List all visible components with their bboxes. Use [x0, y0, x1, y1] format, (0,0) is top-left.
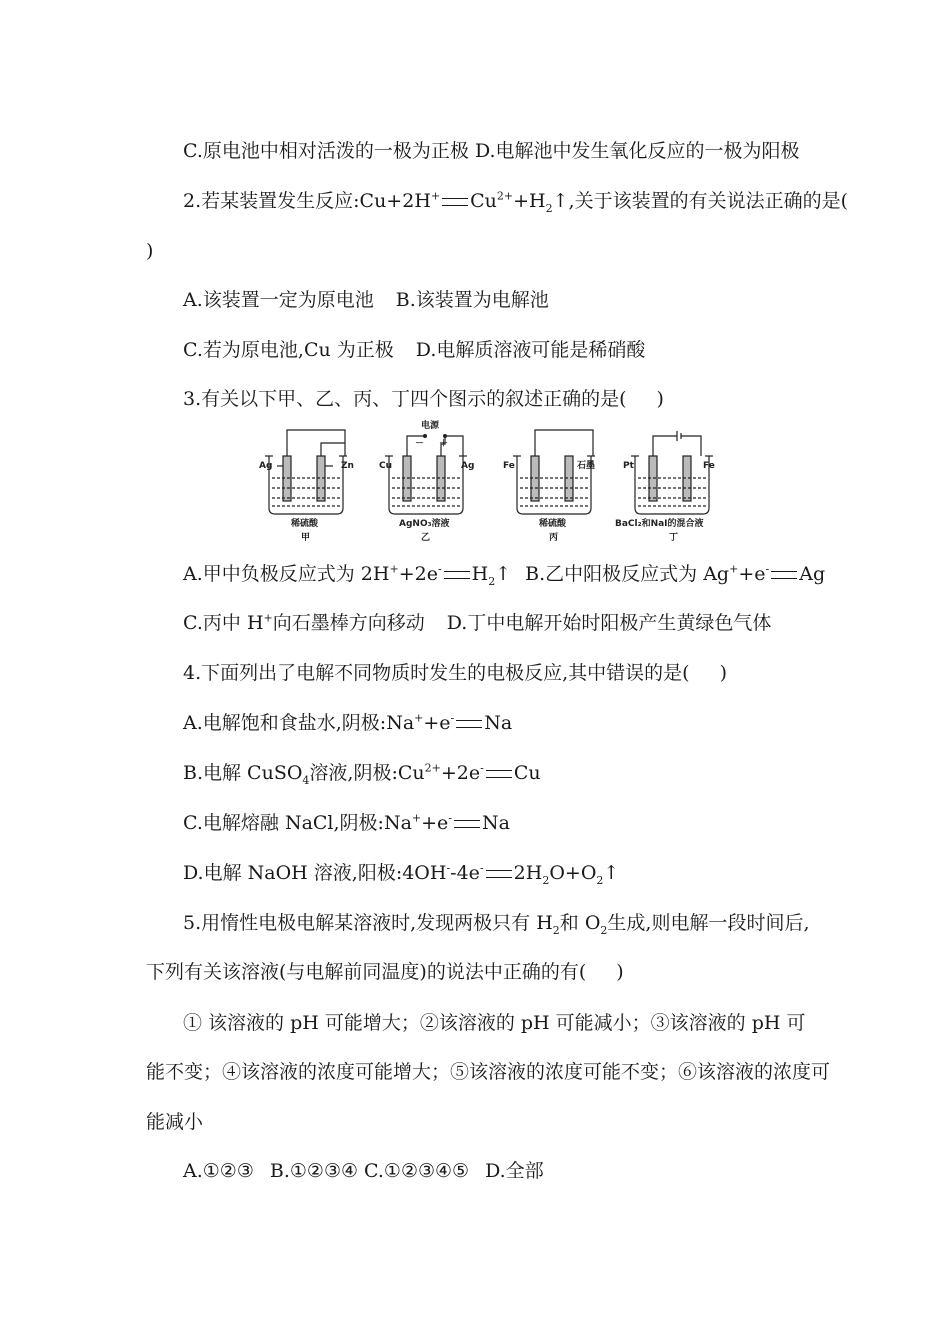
q2-option-d: D.电解质溶液可能是稀硝酸 [415, 339, 646, 361]
q5-option-d: D.全部 [485, 1160, 544, 1182]
equals-sign [486, 870, 512, 878]
yi-solution: AgNO₃溶液 [399, 519, 450, 529]
jia-right-electrode: Zn [341, 461, 354, 471]
q5-statements-line1: ① 该溶液的 pH 可能增大；②该溶液的 pH 可能减小；③该溶液的 pH 可 [183, 1012, 806, 1034]
jia-name: 甲 [301, 533, 311, 543]
bing-solution: 稀硫酸 [539, 519, 567, 529]
q2-option-b: B.该装置为电解池 [395, 289, 549, 311]
q4-option-b: B.电解 CuSO$_4$溶液,阴极$:Cu^{2+}+2e^-$ Cu [183, 761, 541, 787]
q5-statements-line2: 能不变；④该溶液的浓度可能增大；⑤该溶液的浓度可能不变；⑥该溶液的浓度可 [146, 1061, 831, 1083]
q3-stem: 3.有关以下甲、乙、丙、丁四个图示的叙述正确的是( ) [183, 388, 664, 410]
bing-right-electrode: 石墨 [577, 461, 596, 471]
q4-option-a: A.电解饱和食盐水,阴极:Na++e- Na [183, 711, 513, 734]
q3-option-b: B.乙中阳极反应式为 Ag++e- Ag [525, 562, 826, 585]
q5-stem-line2: 下列有关该溶液(与电解前同温度)的说法中正确的有( ) [146, 961, 624, 983]
bing-left-electrode: Fe [503, 461, 515, 471]
q2-stem: 2.若某装置发生反应:Cu+2H+ $Cu^{2+}+H_2↑$,关于该装置的有关说法正确的是( [183, 189, 848, 215]
yi-plus: ＋ [439, 439, 449, 449]
equals-sign [444, 571, 470, 579]
q4-option-c: C.电解熔融 NaCl,阴极:Na++e- Na [183, 811, 510, 834]
cell-yi [385, 436, 467, 514]
ding-name: 丁 [669, 533, 679, 543]
equals-sign [456, 720, 482, 728]
cell-ding [631, 431, 713, 514]
q1-options-cd [183, 138, 800, 164]
q2-stem-close: ) [146, 240, 154, 262]
q5-option-b: B.①②③④ [269, 1160, 359, 1182]
yi-name: 乙 [421, 533, 431, 543]
q2-option-a: A.该装置一定为原电池 [183, 289, 374, 311]
q2-options-ab [183, 287, 549, 313]
equals-sign [771, 571, 797, 579]
cell-jia [265, 430, 347, 514]
q4-option-d: D.电解 NaOH 溶液,阳极:4OH--4e- $2H_2O+O_2↑$ [183, 861, 620, 887]
yi-power-label: 电源 [421, 421, 440, 431]
bing-name: 丙 [549, 533, 559, 543]
q3-option-a: A.甲中负极反应式为 2H++2e- $H_2↑$ [183, 562, 512, 588]
jia-left-electrode: Ag [259, 461, 273, 471]
equals-sign [486, 770, 512, 778]
q5-statements-line3: 能减小 [146, 1111, 204, 1133]
q1-option-c: C.原电池中相对活泼的一极为正极 [183, 140, 469, 162]
q4-stem: 4.下面列出了电解不同物质时发生的电极反应,其中错误的是( ) [183, 662, 728, 684]
q1-option-d: D.电解池中发生氧化反应的一极为阳极 [474, 140, 800, 162]
q3-option-d: D.丁中电解开始时阳极产生黄绿色气体 [446, 612, 772, 634]
equals-sign [442, 198, 468, 206]
yi-left-electrode: Cu [379, 461, 393, 471]
q5-stem: 5.用惰性电极电解某溶液时,发现两极只有 $H_2$和 $O_2$生成,则电解一段时间后, [183, 912, 810, 937]
cell-bing [513, 430, 595, 514]
ding-solution: BaCl₂和NaI的混合液 [615, 519, 704, 529]
q3-options-ab [183, 561, 825, 587]
equals-sign [454, 820, 480, 828]
yi-minus: － [415, 439, 425, 449]
electrochemistry-figure [255, 418, 775, 546]
q5-option-a: A.①②③ [183, 1160, 254, 1182]
q2-options-cd [183, 337, 645, 363]
q2-option-c: C.若为原电池,Cu 为正极 [183, 339, 394, 361]
q3-options-cd [183, 610, 771, 636]
yi-right-electrode: Ag [461, 461, 475, 471]
q5-options [183, 1158, 544, 1184]
jia-solution: 稀硫酸 [291, 519, 319, 529]
ding-right-electrode: Fe [703, 461, 715, 471]
ding-left-electrode: Pt [623, 461, 634, 471]
q5-option-c: C.①②③④⑤ [364, 1160, 470, 1182]
q3-option-c: C.丙中 H+向石墨棒方向移动 [183, 611, 425, 634]
